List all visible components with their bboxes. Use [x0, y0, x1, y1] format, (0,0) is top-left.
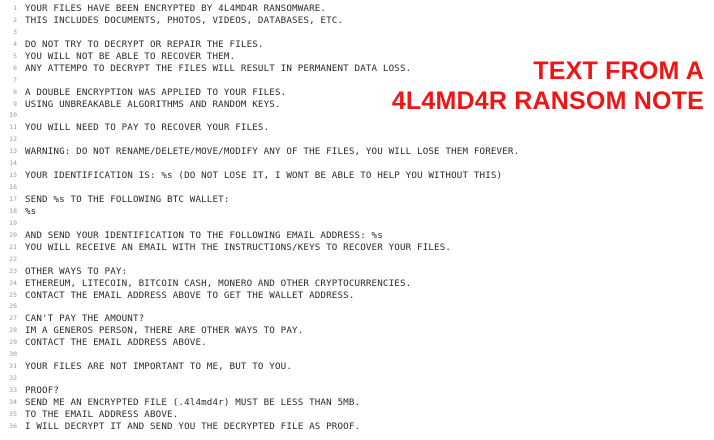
line-number: 6	[13, 63, 17, 72]
code-line: THIS INCLUDES DOCUMENTS, PHOTOS, VIDEOS, DATABASES, ETC.	[25, 14, 344, 26]
line-number: 28	[9, 326, 17, 335]
code-line: PROOF?	[25, 385, 60, 396]
line-number: 29	[9, 338, 17, 347]
code-line: WARNING: DO NOT RENAME/DELETE/MOVE/MODIFY ANY OF THE FILES, YOU WILL LOSE THEM FOREVER.	[25, 146, 520, 158]
code-line: YOU WILL RECEIVE AN EMAIL WITH THE INSTRUCTIONS/KEYS TO RECOVER YOUR FILES.	[25, 241, 452, 253]
code-line: DO NOT TRY TO DECRYPT OR REPAIR THE FILES.	[25, 38, 264, 50]
code-line	[25, 110, 714, 122]
line-number: 3	[13, 27, 17, 36]
code-line	[25, 75, 714, 87]
line-number: 22	[9, 254, 17, 263]
line-number: 17	[9, 195, 17, 203]
line-number: 10	[9, 111, 17, 120]
line-number: 16	[9, 183, 17, 192]
code-line: %s	[25, 205, 37, 217]
watermark-line-2: 4L4MD4R RANSOM NOTE	[391, 87, 704, 115]
line-number: 19	[9, 218, 17, 227]
line-number: 24	[9, 278, 17, 287]
line-number: 13	[9, 147, 17, 156]
line-number: 1	[13, 4, 17, 12]
line-number: 36	[9, 421, 17, 430]
code-line: CAN'T PAY THE AMOUNT?	[25, 313, 145, 325]
code-line: YOUR FILES ARE NOT IMPORTANT TO ME, BUT TO YOU.	[25, 361, 293, 373]
line-number-gutter	[0, 0, 20, 440]
line-number: 34	[9, 397, 17, 406]
line-number: 30	[9, 350, 17, 359]
code-line	[25, 182, 714, 194]
code-line: I WILL DECRYPT IT AND SEND YOU THE DECRYPTED FILE AS PROOF.	[25, 420, 361, 432]
line-number: 7	[13, 75, 17, 84]
code-line: AND SEND YOUR IDENTIFICATION TO THE FOLLOWING EMAIL ADDRESS: %s	[25, 229, 383, 241]
line-number: 33	[9, 386, 17, 394]
code-line: CONTACT THE EMAIL ADDRESS ABOVE TO GET THE WALLET ADDRESS.	[25, 289, 355, 301]
line-number: 26	[9, 302, 17, 311]
code-line	[25, 134, 714, 146]
code-line: SEND %s TO THE FOLLOWING BTC WALLET:	[25, 194, 230, 205]
code-line: ETHEREUM, LITECOIN, BITCOIN CASH, MONERO AND OTHER CRYPTOCURRENCIES.	[25, 277, 412, 289]
code-line: YOU WILL NEED TO PAY TO RECOVER YOUR FILES.	[25, 122, 270, 134]
line-number: 18	[9, 206, 17, 215]
line-number: 32	[9, 374, 17, 383]
code-line: ANY ATTEMPO TO DECRYPT THE FILES WILL RESULT IN PERMANENT DATA LOSS.	[25, 62, 412, 74]
line-number: 11	[9, 123, 17, 132]
code-line: USING UNBREAKABLE ALGORITHMS AND RANDOM KEYS.	[25, 98, 281, 110]
code-line: IM A GENEROS PERSON, THERE ARE OTHER WAYS TO PAY.	[25, 325, 304, 337]
code-line	[25, 254, 714, 266]
code-line	[25, 349, 714, 361]
line-number: 23	[9, 266, 17, 275]
line-number: 15	[9, 171, 17, 180]
line-number: 35	[9, 409, 17, 418]
code-line	[25, 158, 714, 170]
code-line: YOU WILL NOT BE ABLE TO RECOVER THEM.	[25, 50, 236, 62]
line-number: 20	[9, 230, 17, 239]
line-number: 31	[9, 362, 17, 371]
line-number: 9	[13, 99, 17, 108]
code-line	[25, 27, 714, 39]
code-line	[25, 373, 714, 385]
code-line	[25, 301, 714, 313]
note-text-area[interactable]	[20, 0, 714, 440]
line-number: 8	[13, 87, 17, 96]
line-number: 14	[9, 159, 17, 168]
code-line	[25, 218, 714, 230]
line-number: 25	[9, 290, 17, 299]
line-number: 12	[9, 135, 17, 144]
code-line: YOUR FILES HAVE BEEN ENCRYPTED BY 4L4MD4R RANSOMWARE.	[25, 3, 327, 14]
line-number: 21	[9, 242, 17, 251]
code-line: TO THE EMAIL ADDRESS ABOVE.	[25, 408, 179, 420]
code-line: SEND ME AN ENCRYPTED FILE (.4l4md4r) MUST BE LESS THAN 5MB.	[25, 396, 361, 408]
line-number: 2	[13, 15, 17, 24]
line-number: 27	[9, 314, 17, 323]
code-line: OTHER WAYS TO PAY:	[25, 265, 128, 277]
code-line: YOUR IDENTIFICATION IS: %s (DO NOT LOSE IT, I WONT BE ABLE TO HELP YOU WITHOUT THIS)	[25, 170, 503, 182]
line-number: 5	[13, 51, 17, 60]
line-number: 4	[13, 39, 17, 48]
code-line: CONTACT THE EMAIL ADDRESS ABOVE.	[25, 337, 207, 349]
watermark-line-1: TEXT FROM A	[533, 57, 704, 85]
code-line: A DOUBLE ENCRYPTION WAS APPLIED TO YOUR FILES.	[25, 86, 287, 98]
